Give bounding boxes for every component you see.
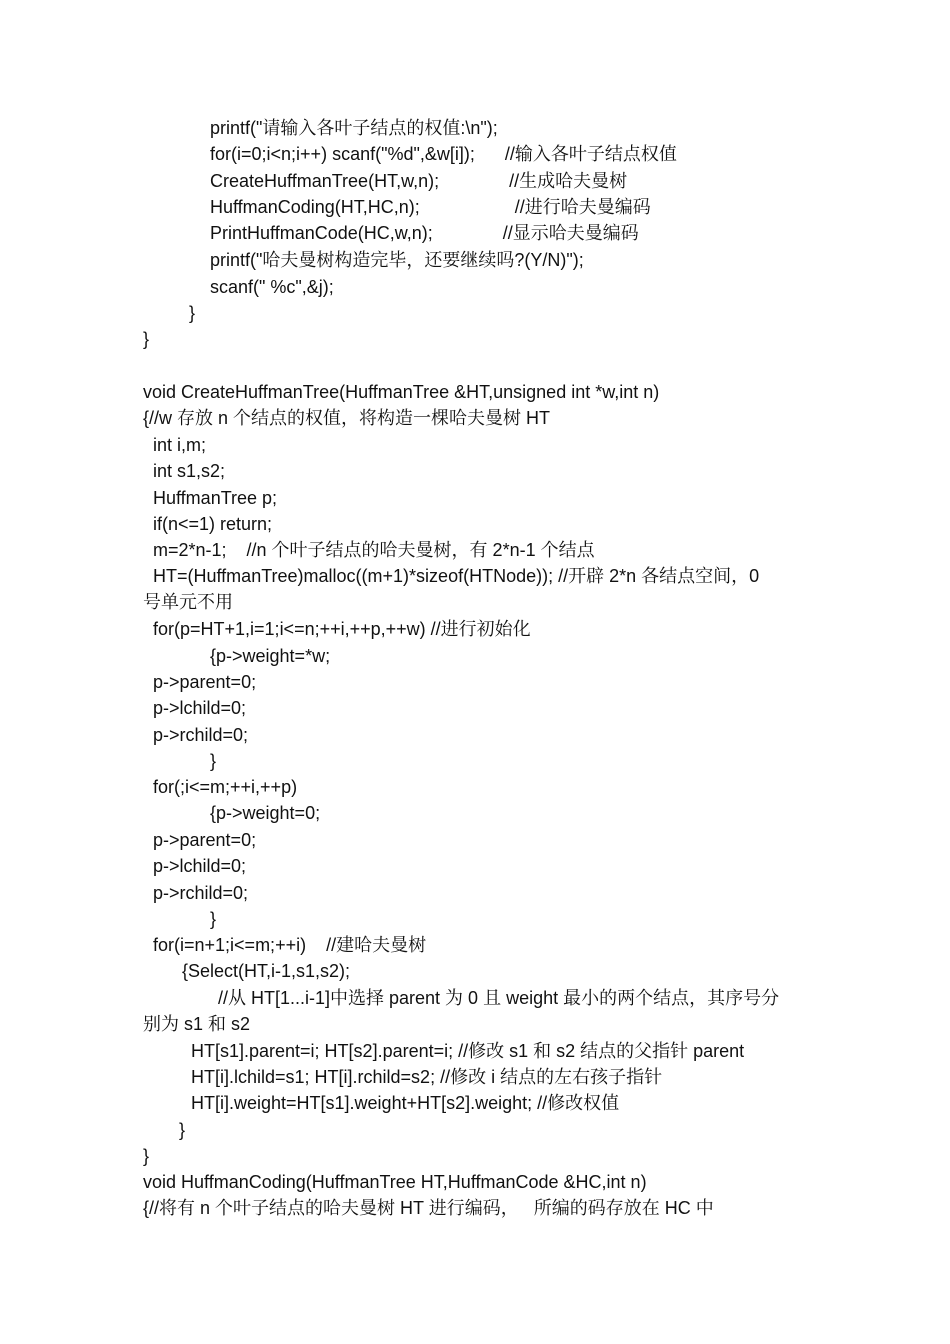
code-line-wrap: 别为 s1 和 s2 [143, 1014, 251, 1034]
function-signature: void HuffmanCoding(HuffmanTree HT,HuffmanCode &HC,int n) [143, 1172, 647, 1192]
code-line: CreateHuffmanTree(HT,w,n); //生成哈夫曼树 [210, 171, 628, 191]
code-comment-line: //从 HT[1...i-1]中选择 parent 为 0 且 weight 最小的两个结点，其序号分 [218, 988, 780, 1008]
code-line: PrintHuffmanCode(HC,w,n); //显示哈夫曼编码 [210, 223, 639, 243]
code-line: scanf(" %c",&j); [210, 277, 334, 297]
code-line: HT=(HuffmanTree)malloc((m+1)*sizeof(HTNode)); //开辟 2*n 各结点空间，0 [153, 566, 760, 586]
code-line: {p->weight=0; [210, 803, 321, 823]
code-line: p->lchild=0; [153, 698, 247, 718]
code-comment-line: {//w 存放 n 个结点的权值，将构造一棵哈夫曼树 HT [143, 408, 551, 428]
code-line: for(p=HT+1,i=1;i<=n;++i,++p,++w) //进行初始化 [153, 619, 531, 639]
code-comment-line: {//将有 n 个叶子结点的哈夫曼树 HT 进行编码， 所编的码存放在 HC 中 [143, 1198, 714, 1218]
code-line: p->parent=0; [153, 672, 257, 692]
code-line: {p->weight=*w; [210, 646, 331, 666]
code-line: {Select(HT,i-1,s1,s2); [182, 961, 351, 981]
closing-brace: } [179, 1120, 186, 1140]
closing-brace: } [143, 1146, 150, 1166]
closing-brace: } [210, 751, 217, 771]
code-line: for(i=n+1;i<=m;++i) //建哈夫曼树 [153, 935, 427, 955]
code-line: p->parent=0; [153, 830, 257, 850]
code-line-wrap: 号单元不用 [143, 592, 233, 612]
code-line: p->rchild=0; [153, 725, 249, 745]
code-line: HT[i].weight=HT[s1].weight+HT[s2].weight; //修改权值 [191, 1093, 620, 1113]
closing-brace: } [143, 329, 150, 349]
code-line: printf("哈夫曼树构造完毕，还要继续吗?(Y/N)"); [210, 250, 584, 270]
code-line: for(;i<=m;++i,++p) [153, 777, 298, 797]
code-line: int s1,s2; [153, 461, 226, 481]
code-line: for(i=0;i<n;i++) scanf("%d",&w[i]); //输入各叶子结点权值 [210, 144, 677, 164]
code-line: HT[i].lchild=s1; HT[i].rchild=s2; //修改 i 结点的左右孩子指针 [191, 1067, 663, 1087]
code-line: p->rchild=0; [153, 883, 249, 903]
code-line: HT[s1].parent=i; HT[s2].parent=i; //修改 s1 和 s2 结点的父指针 parent [191, 1041, 745, 1061]
closing-brace: } [210, 909, 217, 929]
code-line: m=2*n-1; //n 个叶子结点的哈夫曼树，有 2*n-1 个结点 [153, 540, 595, 560]
code-line: HuffmanCoding(HT,HC,n); //进行哈夫曼编码 [210, 197, 651, 217]
function-signature: void CreateHuffmanTree(HuffmanTree &HT,unsigned int *w,int n) [143, 382, 660, 402]
code-line: p->lchild=0; [153, 856, 247, 876]
code-line: if(n<=1) return; [153, 514, 273, 534]
code-line: int i,m; [153, 435, 207, 455]
code-line: printf("请输入各叶子结点的权值:\n"); [210, 118, 498, 138]
closing-brace: } [189, 303, 196, 323]
code-line: HuffmanTree p; [153, 488, 278, 508]
